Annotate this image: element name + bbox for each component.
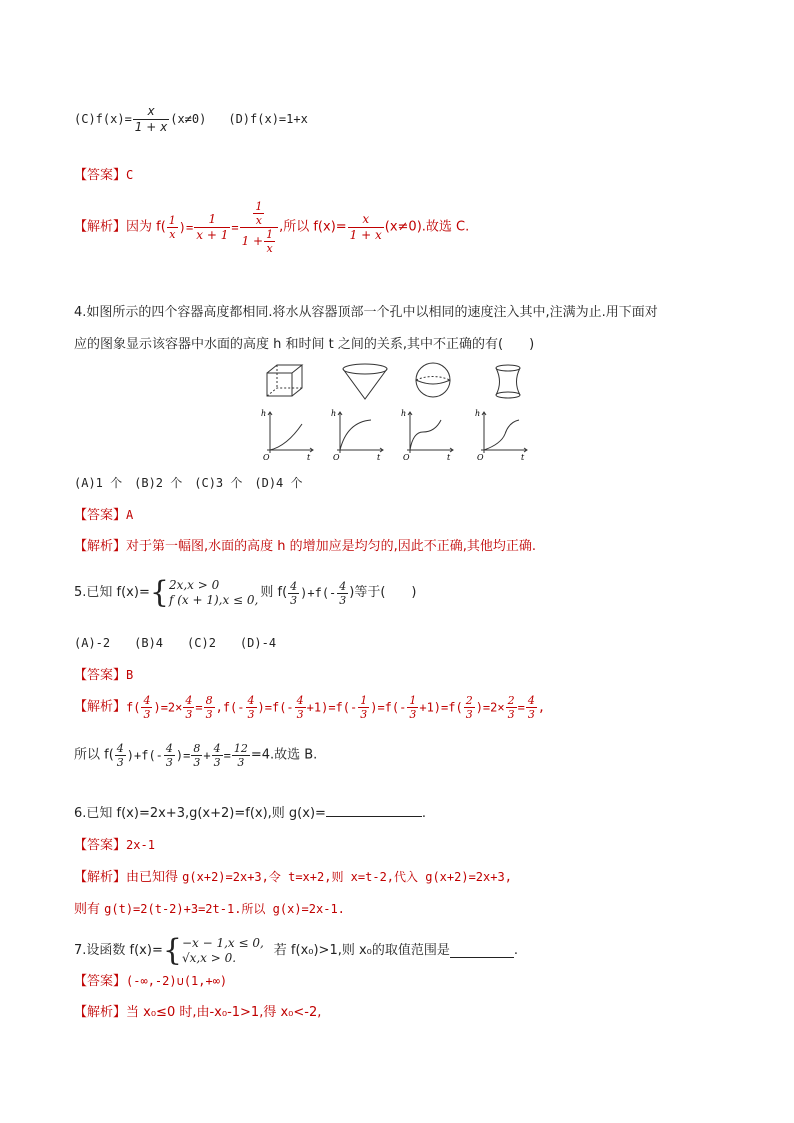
q7-answer: [74, 972, 227, 991]
cube-icon: [267, 365, 302, 396]
answer-value: (-∞,-2)∪(1,+∞): [126, 974, 228, 988]
q5-stem: 5.已知 f(x)={ 2x,x > 0 f (x + 1),x ≤ 0, 则 f( $\frac{4}{3}$ )+f(- $\frac{4}{3}$ )等于( ): [74, 575, 417, 610]
q4-figure: [255, 362, 555, 462]
q5-answer: [74, 666, 133, 685]
q3-option-c-cond: (x≠0): [170, 112, 207, 126]
q5-cases: 2x,x > 0 f (x + 1),x ≤ 0,: [168, 578, 259, 607]
answer-value: C: [126, 168, 134, 182]
answer-label: 【答案】: [74, 838, 127, 853]
fraction: $\frac{4}{3}$: [116, 742, 124, 769]
analysis-label: 【解析】: [74, 219, 127, 235]
expression-text: =: [195, 700, 203, 715]
fraction: $\frac{2}{3}$: [507, 694, 515, 721]
answer-label: 【答案】: [74, 974, 127, 989]
svg-text:h: h: [261, 409, 267, 418]
q7-answer-blank: [450, 945, 514, 958]
svg-text:t: t: [447, 453, 451, 462]
answer-value: B: [126, 668, 134, 682]
q5-analysis-expression-1: [126, 694, 546, 721]
fraction: $\frac{4}{3}$: [213, 742, 221, 769]
fraction: $\frac{8}{3}$: [193, 742, 201, 769]
q6-answer-blank: [326, 804, 422, 817]
q6-stem: 6.已知 f(x)=2x+3,g(x+2)=f(x),则 g(x)= .: [74, 806, 427, 821]
q6-analysis-line2: 则有 g(t)=2(t-2)+3=2t-1.所以 g(x)=2x-1.: [74, 902, 345, 917]
q4-stem-line2: 应的图象显示该容器中水面的高度 h 和时间 t 之间的关系,其中不正确的有( ): [74, 337, 535, 352]
expression-text: )=f(-: [257, 700, 294, 715]
q5-analysis-expression-2: [74, 742, 318, 769]
analysis-label: 【解析】: [74, 699, 127, 715]
q4-stem-line1: 4.如图所示的四个容器高度都相同.将水从容器顶部一个孔中以相同的速度注入其中,注满为止.用下面对: [74, 305, 658, 320]
svg-text:O: O: [403, 453, 410, 462]
q4-answer: [74, 506, 133, 525]
sphere-icon: [416, 363, 450, 397]
q3-option-c-prefix: (C)f(x)=: [74, 112, 132, 126]
graph-1: [261, 409, 313, 462]
fraction: $\frac{4}{3}$: [296, 694, 304, 721]
graph-4: [475, 409, 527, 462]
hourglass-vase-icon: [496, 365, 520, 398]
q5-options: (A)-2 (B)4 (C)2 (D)-4: [74, 636, 277, 650]
svg-text:O: O: [333, 453, 340, 462]
q5-analysis-line1: [74, 694, 545, 721]
expression-text: +1)=f(-: [306, 700, 358, 715]
expression-text: =4.故选 B.: [250, 747, 318, 763]
q7-cases: −x − 1,x ≤ 0, √x,x > 0.: [181, 936, 264, 965]
expression-text: 所以 f(: [74, 747, 114, 763]
expression-text: ,f(-: [215, 700, 245, 715]
graph-3: [401, 409, 453, 462]
expression-text: +: [203, 748, 211, 763]
q3-option-c-line: [74, 104, 308, 135]
answer-label: 【答案】: [74, 668, 127, 683]
q7-stem: 7.设函数 f(x)={ −x − 1,x ≤ 0, √x,x > 0. 若 f(x₀)>1,则 x₀的取值范围是 .: [74, 933, 519, 968]
q7-analysis: 【解析】当 x₀≤0 时,由-x₀-1>1,得 x₀<-2,: [74, 1005, 322, 1020]
fraction: $\frac{1}{3}$: [409, 694, 417, 721]
answer-label: 【答案】: [74, 508, 127, 523]
expression-text: )=2×: [475, 700, 505, 715]
q4-options: (A)1 个 (B)2 个 (C)3 个 (D)4 个: [74, 476, 303, 490]
fraction: $\frac{4}{3}$: [185, 694, 193, 721]
expression-text: =: [223, 748, 231, 763]
fraction: $\frac{8}{3}$: [205, 694, 213, 721]
answer-value: 2x-1: [126, 838, 155, 852]
expression-text: )+f(-: [126, 748, 163, 763]
graph-2: [331, 409, 383, 462]
fraction: $\frac{1}{3}$: [360, 694, 368, 721]
q3-analysis: 【解析】因为 f( $\frac{1}{x}$ )= $\frac{1}{x + 1}$ = $\frac{1}{x}$ 1 + $\frac{1}{x}$ ,所以 f(x)= $\frac{x}{1 + x}$ (x≠0).故选 C.: [74, 200, 470, 255]
answer-value: A: [126, 508, 134, 522]
svg-text:h: h: [475, 409, 481, 418]
answer-label: 【答案】: [74, 168, 127, 183]
fraction: $\frac{12}{3}$: [233, 742, 248, 769]
q3-option-d: (D)f(x)=1+x: [228, 112, 308, 126]
svg-text:h: h: [401, 409, 407, 418]
fraction: $\frac{4}{3}$: [165, 742, 173, 769]
analysis-label: 【解析】: [74, 1005, 127, 1020]
analysis-label: 【解析】: [74, 539, 127, 554]
expression-text: +1)=f(: [419, 700, 463, 715]
q3-answer: [74, 166, 133, 185]
q6-answer: [74, 836, 155, 855]
svg-text:h: h: [331, 409, 337, 418]
svg-text:O: O: [477, 453, 484, 462]
expression-text: f(: [126, 700, 141, 715]
svg-text:t: t: [377, 453, 381, 462]
q5-analysis-line2: [74, 742, 317, 769]
fraction: $\frac{4}{3}$: [143, 694, 151, 721]
expression-text: ,: [537, 700, 546, 715]
q3-option-c-fraction: $\frac{x}{1 + x}$: [134, 104, 168, 134]
svg-text:t: t: [307, 453, 311, 462]
expression-text: )=2×: [153, 700, 183, 715]
q6-analysis-line1: 【解析】由已知得 g(x+2)=2x+3,令 t=x+2,则 x=t-2,代入 g(x+2)=2x+3,: [74, 870, 512, 885]
fraction: $\frac{2}{3}$: [465, 694, 473, 721]
expression-text: )=: [175, 748, 191, 763]
q4-analysis: 【解析】对于第一幅图,水面的高度 h 的增加应是均匀的,因此不正确,其他均正确.: [74, 539, 537, 554]
expression-text: =: [517, 700, 525, 715]
svg-text:t: t: [521, 453, 525, 462]
fraction: $\frac{4}{3}$: [247, 694, 255, 721]
q3-complex-fraction: $\frac{1}{x}$ 1 + $\frac{1}{x}$: [240, 200, 279, 255]
expression-text: )=f(-: [370, 700, 407, 715]
fraction: $\frac{4}{3}$: [527, 694, 535, 721]
analysis-label: 【解析】: [74, 870, 127, 885]
svg-text:O: O: [263, 453, 270, 462]
cone-icon: [343, 364, 387, 399]
